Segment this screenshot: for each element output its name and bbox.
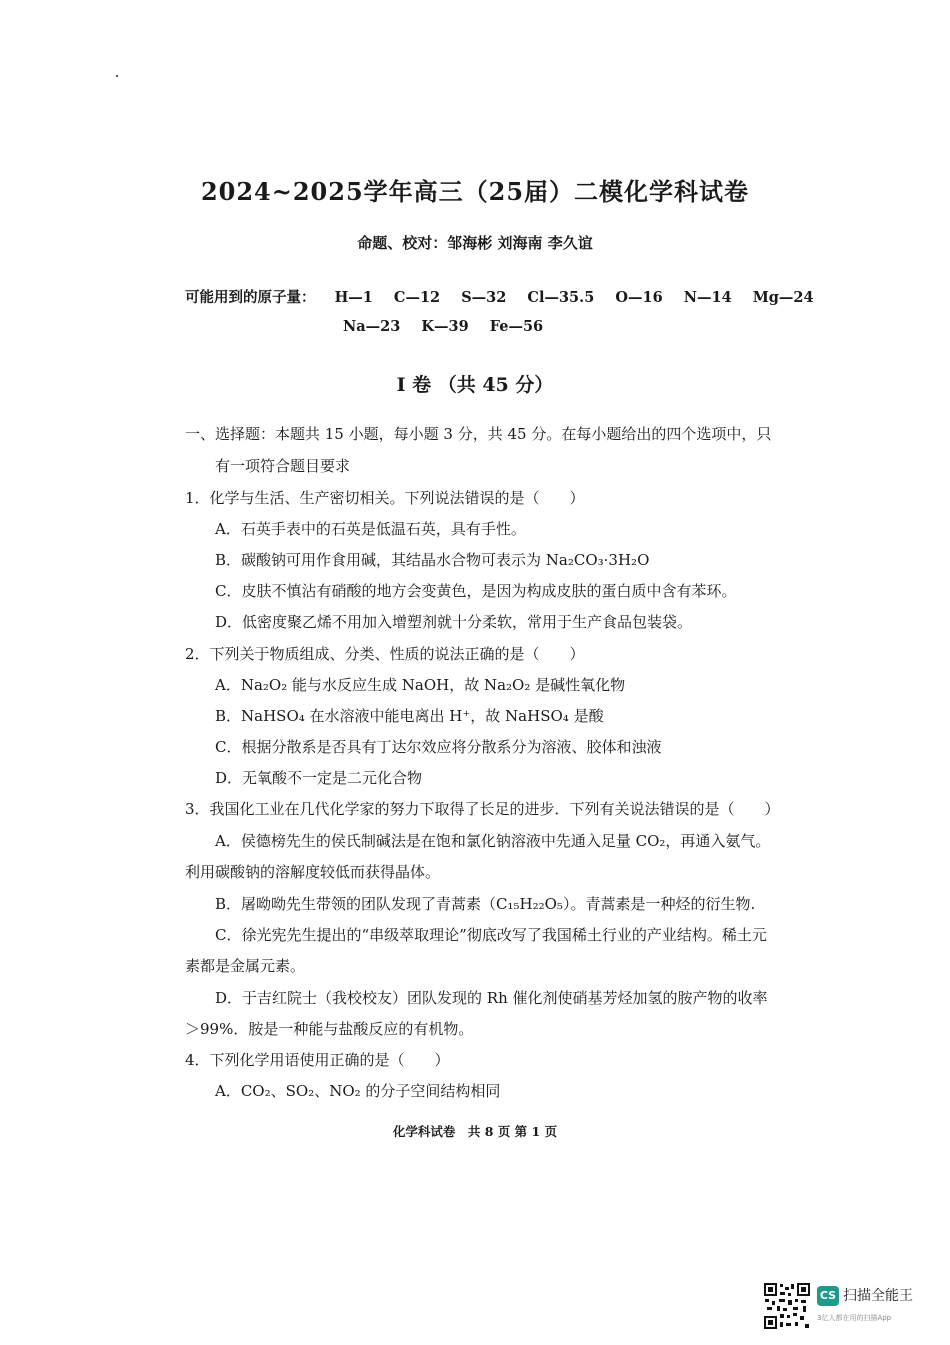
question-4-stem: 4．下列化学用语使用正确的是（ ） [185,1051,450,1069]
question-2-stem: 2．下列关于物质组成、分类、性质的说法正确的是（ ） [185,645,585,663]
atomic-mass: Mg—24 [752,289,814,306]
question-3-option-a-cont: 利用碳酸钠的溶解度较低而获得晶体。 [185,863,441,881]
atomic-mass: H—1 [334,289,373,306]
atomic-mass: Na—23 [343,318,401,335]
atomic-masses-label: 可能用到的原子量： [185,289,316,306]
question-2-option-a: A．Na₂O₂ 能与水反应生成 NaOH，故 Na₂O₂ 是碱性氧化物 [215,676,626,694]
camscanner-name: 扫描全能王 [843,1288,913,1304]
atomic-mass: Cl—35.5 [527,289,595,306]
question-4-option-a: A．CO₂、SO₂、NO₂ 的分子空间结构相同 [215,1082,501,1100]
page-footer: 化学科试卷 共 8 页 第 1 页 [392,1124,558,1139]
question-3-option-c-cont: 素都是金属元素。 [185,957,306,975]
question-3-option-b: B．屠呦呦先生带领的团队发现了青蒿素（C₁₅H₂₂O₅）。青蒿素是一种烃的衍生物. [215,895,756,913]
qr-code-icon [763,1282,811,1330]
question-3-option-d-cont: ＞99%．胺是一种能与盐酸反应的有机物。 [185,1020,474,1038]
atomic-mass: O—16 [615,289,663,306]
camscanner-tagline: 3亿人都在用的扫描App [817,1314,892,1322]
instructions-line1: 一、选择题：本题共 15 小题，每小题 3 分，共 45 分。在每小题给出的四个选项中，只 [185,425,772,443]
question-1-option-d: D．低密度聚乙烯不用加入增塑剂就十分柔软，常用于生产食品包装袋。 [215,613,693,631]
question-1-stem: 1．化学与生活、生产密切相关。下列说法错误的是（ ） [185,489,585,507]
exam-title: 2024~2025学年高三（25届）二模化学科试卷 [200,177,750,206]
atomic-mass: K—39 [421,318,469,335]
question-3-stem: 3．我国化工业在几代化学家的努力下取得了长足的进步．下列有关说法错误的是（ ） [185,800,780,818]
question-3-option-c: C．徐光宪先生提出的“串级萃取理论”彻底改写了我国稀土行业的产业结构。稀土元 [215,926,767,944]
camscanner-logo-icon: CS [817,1286,839,1306]
question-1-option-b: B．碳酸钠可用作食用碱，其结晶水合物可表示为 Na₂CO₃·3H₂O [215,551,650,569]
atomic-mass: Fe—56 [489,318,544,335]
instructions-line2: 有一项符合题目要求 [215,457,351,475]
atomic-masses-line1 [185,286,830,307]
question-2-option-c: C．根据分散系是否具有丁达尔效应将分散系分为溶液、胶体和浊液 [215,738,662,756]
atomic-mass: S—32 [461,289,507,306]
question-2-option-d: D．无氧酸不一定是二元化合物 [215,769,423,787]
atomic-mass: N—14 [683,289,732,306]
scan-speck [116,75,118,77]
question-3-option-d: D．于吉红院士（我校校友）团队发现的 Rh 催化剂使硝基芳烃加氢的胺产物的收率 [215,989,768,1007]
exam-authors: 命题、校对：邹海彬 刘海南 李久谊 [357,234,593,252]
question-2-option-b: B．NaHSO₄ 在水溶液中能电离出 H⁺，故 NaHSO₄ 是酸 [215,707,604,725]
section-title: I 卷 （共 45 分） [396,374,554,396]
atomic-masses-line2 [343,318,559,335]
atomic-mass: C—12 [393,289,441,306]
question-1-option-a: A．石英手表中的石英是低温石英，具有手性。 [215,520,526,538]
question-3-option-a: A．侯德榜先生的侯氏制碱法是在饱和氯化钠溶液中先通入足量 CO₂，再通入氨气。 [215,832,771,850]
question-1-option-c: C．皮肤不慎沾有硝酸的地方会变黄色，是因为构成皮肤的蛋白质中含有苯环。 [215,582,737,600]
